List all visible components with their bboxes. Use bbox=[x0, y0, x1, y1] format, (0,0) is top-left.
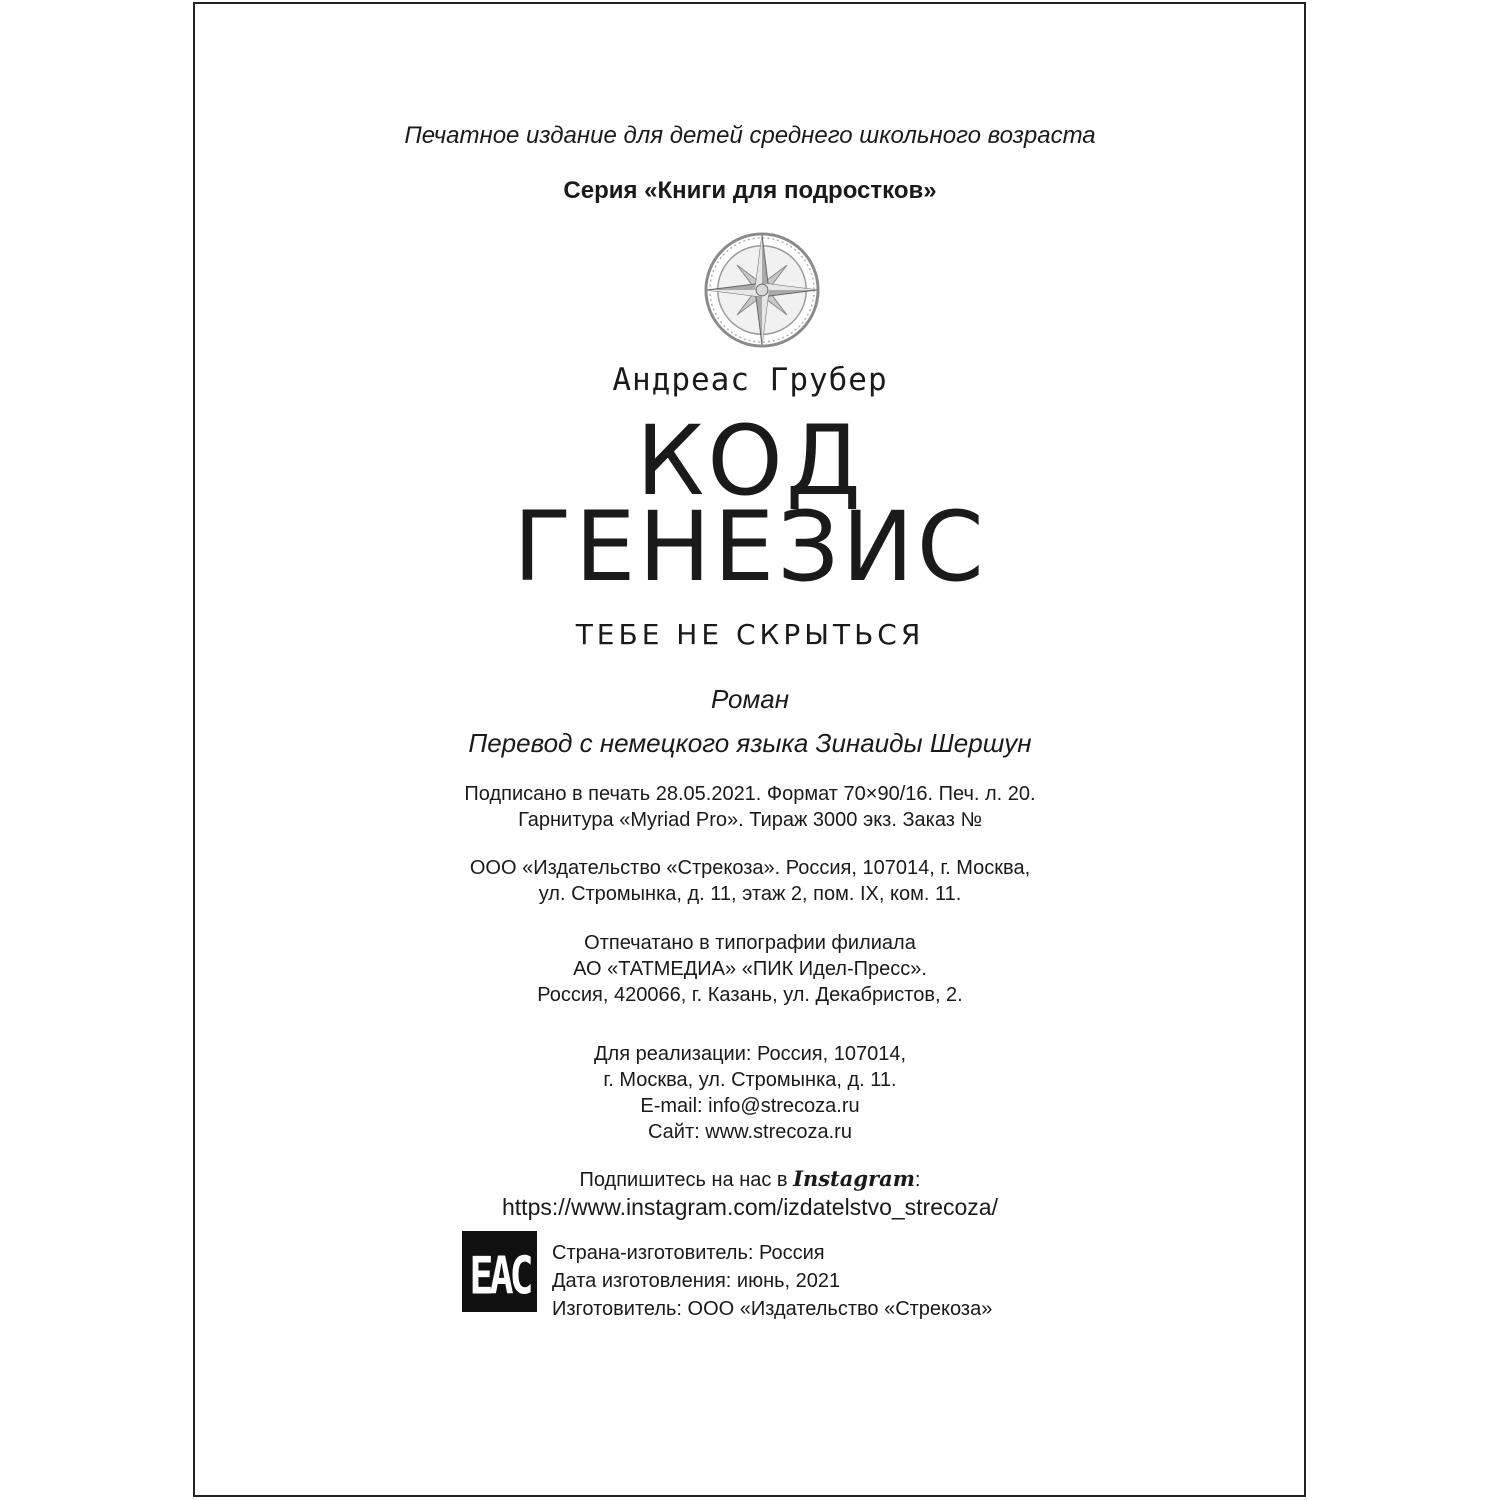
manufacturer-line: Изготовитель: ООО «Издательство «Стрекоза» bbox=[552, 1298, 993, 1320]
sales-line: Для реализации: Россия, 107014, bbox=[593, 1043, 906, 1065]
sales-line: г. Москва, ул. Стромынка, д. 11. bbox=[603, 1069, 897, 1091]
eac-mark-text: EAC bbox=[469, 1245, 530, 1306]
book-genre: Роман bbox=[710, 684, 790, 714]
translation-credit: Перевод с немецкого языка Зинаиды Шершун bbox=[468, 728, 1032, 758]
manufacturer-line: Страна-изготовитель: Россия bbox=[552, 1242, 825, 1264]
printer-info bbox=[0, 930, 1500, 1008]
manufacturer-line: Дата изготовления: июнь, 2021 bbox=[552, 1270, 841, 1292]
publisher-line: ООО «Издательство «Стрекоза». Россия, 107014, г. Москва, bbox=[469, 857, 1031, 879]
edition-type: Печатное издание для детей среднего школьного возраста bbox=[404, 122, 1096, 149]
series-title: Серия «Книги для подростков» bbox=[563, 177, 937, 204]
social-prompt bbox=[0, 1166, 1500, 1192]
instagram-brand: Instagram bbox=[793, 1166, 915, 1191]
social-prefix: Подпишитесь на нас в bbox=[579, 1169, 794, 1191]
compass-rose-icon bbox=[703, 231, 821, 349]
printer-line: Отпечатано в типографии филиала bbox=[584, 932, 916, 954]
book-title-line-2: ГЕНЕЗИС bbox=[513, 491, 987, 603]
book-subtitle: ТЕБЕ НЕ СКРЫТЬСЯ bbox=[575, 618, 925, 651]
publisher-line: ул. Стромынка, д. 11, этаж 2, пом. IX, ком. 11. bbox=[538, 883, 962, 905]
book-title bbox=[0, 405, 1500, 603]
book-title-line-1: КОД bbox=[636, 405, 864, 517]
print-info-line: Гарнитура «Myriad Pro». Тираж 3000 экз. Заказ № bbox=[518, 809, 982, 831]
social-suffix: : bbox=[914, 1169, 921, 1191]
eac-certification-icon bbox=[462, 1231, 537, 1312]
instagram-url[interactable]: https://www.instagram.com/izdatelstvo_strecoza/ bbox=[502, 1194, 998, 1220]
author-name: Андреас Грубер bbox=[612, 362, 888, 398]
printer-line: АО «ТАТМЕДИА» «ПИК Идел-Пресс». bbox=[573, 958, 927, 980]
sales-contacts bbox=[0, 1041, 1500, 1145]
print-info bbox=[0, 781, 1500, 833]
sales-email[interactable]: E-mail: info@strecoza.ru bbox=[640, 1095, 860, 1117]
manufacturer-info bbox=[552, 1239, 992, 1323]
publisher-address bbox=[0, 855, 1500, 907]
sales-website[interactable]: Сайт: www.strecoza.ru bbox=[648, 1121, 852, 1143]
print-info-line: Подписано в печать 28.05.2021. Формат 70×90/16. Печ. л. 20. bbox=[464, 783, 1036, 805]
printer-line: Россия, 420066, г. Казань, ул. Декабристов, 2. bbox=[537, 984, 963, 1006]
